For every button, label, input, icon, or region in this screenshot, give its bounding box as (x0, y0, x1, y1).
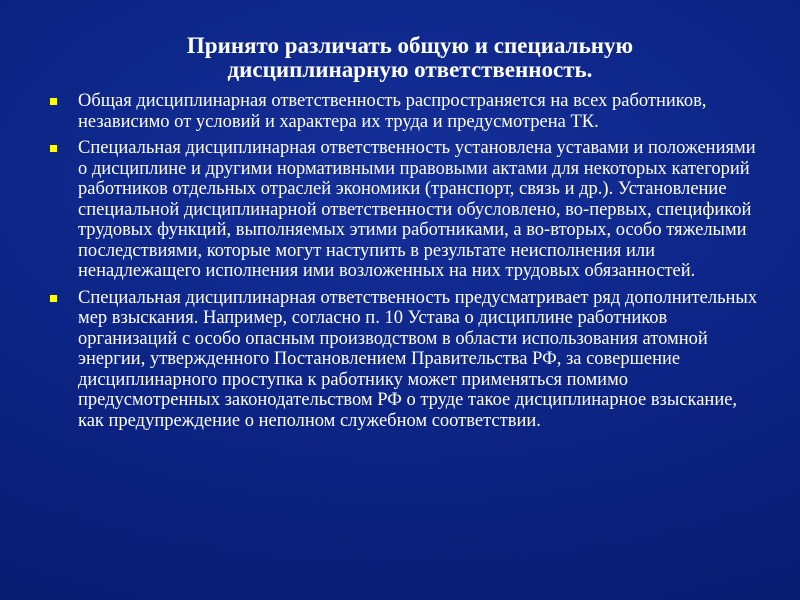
bullet-item (48, 91, 758, 132)
bullet-text: Специальная дисциплинарная ответственность предусматривает ряд дополнительных мер взыскания. Например, согласно п. 10 Устава о дисциплине работников организаций с особо опасным производством в области использования атомной энергии, утвержденного Постановлением Правительства РФ, за совершение дисциплинарного проступка к работнику может применяться помимо предусмотренных законодательством РФ о труде такое дисциплинарное взыскание, как предупреждение о неполном служебном соответствии. (78, 287, 758, 431)
slide-title: Принято различать общую и специальную дисциплинарную ответственность. (186, 33, 634, 82)
bullet-text: Общая дисциплинарная ответственность распространяется на всех работников, независимо от условий и характера их труда и предусмотрена ТК. (78, 91, 707, 132)
square-bullet-icon (50, 295, 57, 302)
square-bullet-icon (50, 98, 57, 105)
bullet-item (48, 288, 758, 432)
bullet-text: Специальная дисциплинарная ответственность установлена уставами и положениями о дисциплине и другими нормативными правовыми актами для некоторых категорий работников отдельных отраслей экономики (транспорт, связь и др.). Установление специальной дисциплинарной ответственности обусловлено, во-первых, спецификой трудовых функций, выполняемых этими работниками, а во-вторых, особо тяжелыми последствиями, которые могут наступить в результате неисполнения или ненадлежащего исполнения ими возложенных на них трудовых обязанностей. (78, 138, 756, 281)
bullet-item (48, 138, 758, 282)
square-bullet-icon (50, 145, 57, 152)
bullet-list (48, 91, 758, 437)
